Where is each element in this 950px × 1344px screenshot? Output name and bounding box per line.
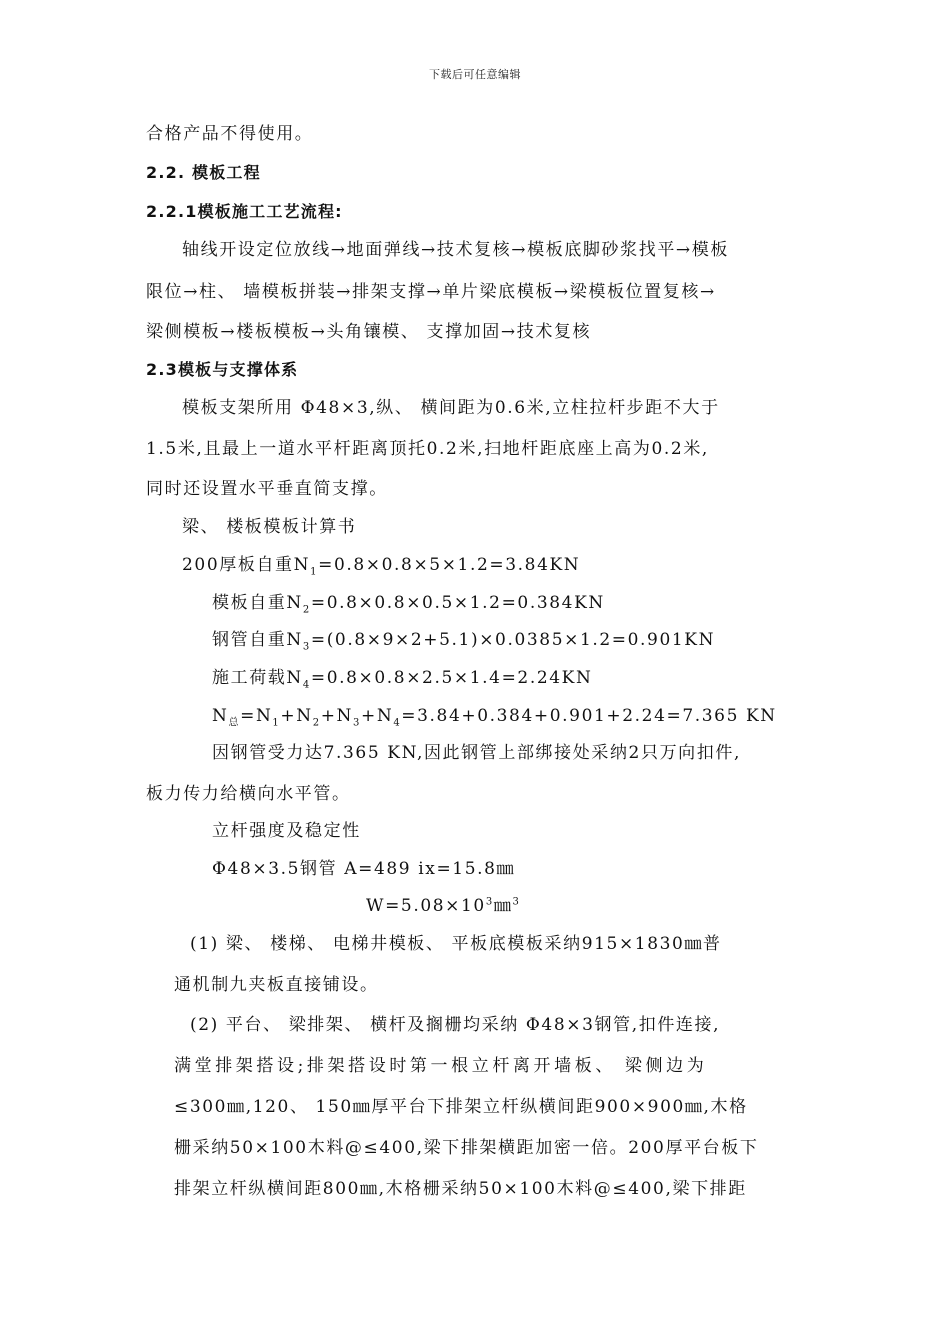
text-line: 1.5米,且最上一道水平杆距离顶托0.2米,扫地杆距底座上高为0.2米,: [146, 439, 709, 459]
formula-section: Φ48×3.5钢管 A=489 ix=15.8㎜: [212, 859, 516, 879]
text-line: 梁侧模板→楼板模板→头角镶模、 支撑加固→技术复核: [146, 322, 592, 342]
calc-title: 梁、 楼板模板计算书: [182, 517, 357, 537]
text-line: 轴线开设定位放线→地面弹线→技术复核→模板底脚砂浆找平→模板: [182, 240, 729, 260]
formula-n3: 钢管自重$N_3=(0.8\times 9\times 2+5.1)\times 0.0385\times 1.2=0.901KN$: [212, 630, 716, 653]
list-item-2-cont: 栅采纳50×100木料@≤400,梁下排架横距加密一倍。200厚平台板下: [174, 1138, 759, 1158]
text-line: 合格产品不得使用。: [146, 124, 314, 144]
formula-n4: 施工荷载$N_4=0.8\times 0.8\times 2.5\times 1.4=2.24KN$: [212, 668, 593, 691]
list-item-1-cont: 通机制九夹板直接铺设。: [174, 975, 379, 995]
text-line: 板力传力给横向水平管。: [146, 784, 351, 804]
text-line: 因钢管受力达7.365 KN,因此钢管上部绑接处采纳2只万向扣件,: [212, 743, 741, 763]
list-item-2-cont: 排架立杆纵横间距800㎜,木格栅采纳50×100木料@≤400,梁下排距: [174, 1179, 747, 1199]
list-item-2-cont: ≤300㎜,120、 150㎜厚平台下排架立杆纵横间距900×900㎜,木格: [174, 1097, 748, 1117]
section-heading: 2.2. 模板工程: [146, 163, 261, 182]
formula-n2: 模板自重$N_2=0.8\times 0.8\times 0.5\times 1.2=0.384KN$: [212, 593, 605, 616]
page-header: 下载后可任意编辑: [429, 68, 521, 81]
text-line: 同时还设置水平垂直简支撑。: [146, 479, 388, 499]
subsection-heading: 2.2.1模板施工工艺流程:: [146, 202, 343, 221]
formula-total: $N_总=N_1+N_2+N_3+N_4=3.84+0.384+0.901+2.24=7.365$ KN: [212, 706, 777, 729]
formula-w: $W=5.08\times 10^3㎜^3$: [366, 896, 521, 916]
list-item-2: (2) 平台、 梁排架、 横杆及搁栅均采纳 Φ48×3钢管,扣件连接,: [190, 1015, 721, 1035]
stability-title: 立杆强度及稳定性: [212, 821, 361, 841]
text-line: 限位→柱、 墙模板拼装→排架支撑→单片梁底模板→梁模板位置复核→: [146, 282, 716, 302]
formula-n1: 200厚板自重$N_1=0.8\times 0.8\times 5\times 1.2=3.84KN$: [182, 555, 581, 578]
list-item-2-cont: 满堂排架搭设;排架搭设时第一根立杆离开墙板、 梁侧边为: [174, 1056, 708, 1076]
text-line: 模板支架所用 Φ48×3,纵、 横间距为0.6米,立柱拉杆步距不大于: [182, 398, 720, 418]
section-heading: 2.3模板与支撑体系: [146, 360, 299, 379]
list-item-1: (1) 梁、 楼梯、 电梯井模板、 平板底模板采纳915×1830㎜普: [190, 934, 722, 954]
